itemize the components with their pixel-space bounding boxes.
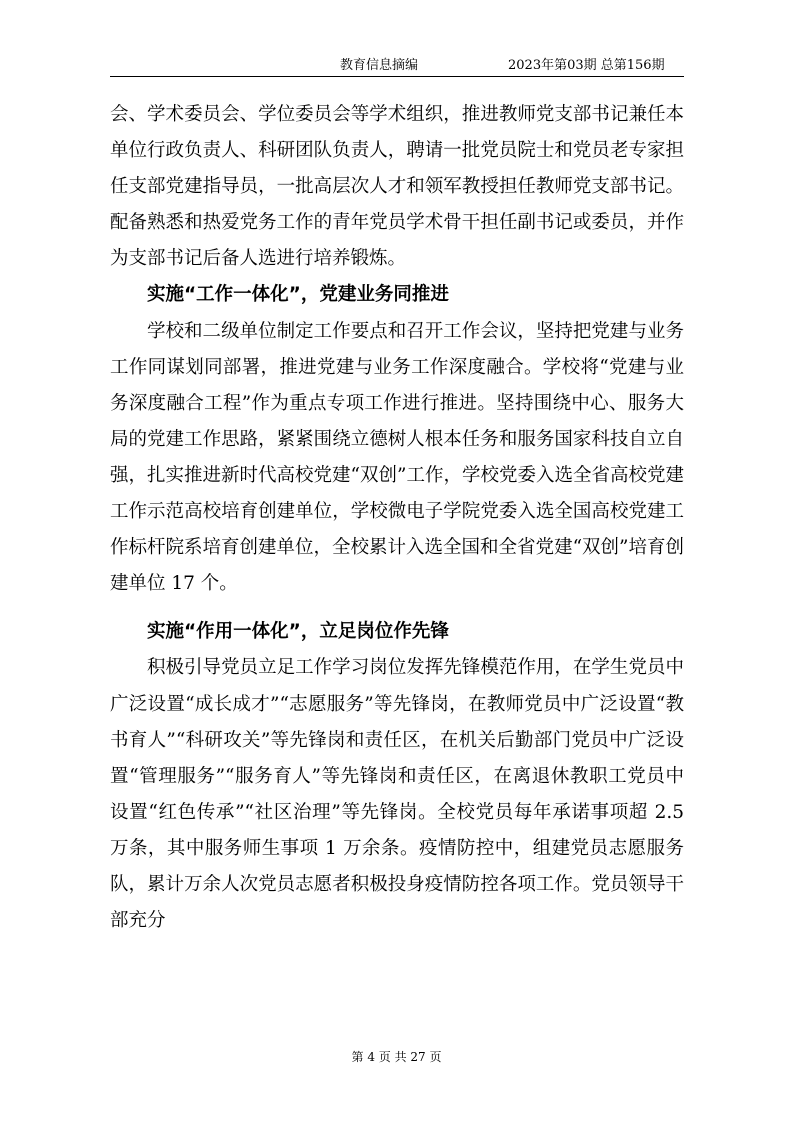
section-heading-role-integration: 实施“作用一体化”，立足岗位作先锋 [147,621,449,643]
page-footer: 第 4 页 共 27 页 [351,1050,442,1064]
paragraph-work-integration: 学校和二级单位制定工作要点和召开工作会议，坚持把党建与业务工作同谋划同部署，推进党建与业务工作深度融合。学校将“党建与业务深度融合工程”作为重点专项工作进行推进。坚持围绕中心、服务大局的党建工作思路，紧紧围绕立德树人根本任务和服务国家科技自立自强，扎实推进新时代高校党建“双创”工作，学校党委入选全省高校党建工作示范高校培育创建单位，学校微电子学院党委入选全国高校党建工作标杆院系培育创建单位，全校累计入选全国和全省党建“双创”培育创建单位 17 个。 [110,320,684,595]
issue-number: 2023年第03期 总第156期 [508,58,665,73]
publication-title: 教育信息摘编 [340,58,419,73]
paragraph-continued: 会、学术委员会、学位委员会等学术组织，推进教师党支部书记兼任本单位行政负责人、科研团队负责人，聘请一批党员院士和党员老专家担任支部党建指导员，一批高层次人才和领军教授担任教师党支部书记。配备熟悉和热爱党务工作的青年党员学术骨干担任副书记或委员，并作为支部书记后备人选进行培养锻炼。 [110,104,684,270]
paragraph-role-integration: 积极引导党员立足工作学习岗位发挥先锋模范作用，在学生党员中广泛设置“成长成才”“志愿服务”等先锋岗，在教师党员中广泛设置“教书育人”“科研攻关”等先锋岗和责任区，在机关后勤部门党员中广泛设置“管理服务”“服务育人”等先锋岗和责任区，在离退休教职工党员中设置“红色传承”“社区治理”等先锋岗。全校党员每年承诺事项超 2.5 万条，其中服务师生事项 1 万余条。疫情防控中，组建党员志愿服务队，累计万余人次党员志愿者积极投身疫情防控各项工作。党员领导干部充分 [110,657,684,932]
section-gap [110,602,684,614]
article-body [110,97,684,939]
header-rule [110,76,684,77]
section-heading-work-integration: 实施“工作一体化”，党建业务同推进 [147,284,449,306]
page-header [340,52,680,74]
